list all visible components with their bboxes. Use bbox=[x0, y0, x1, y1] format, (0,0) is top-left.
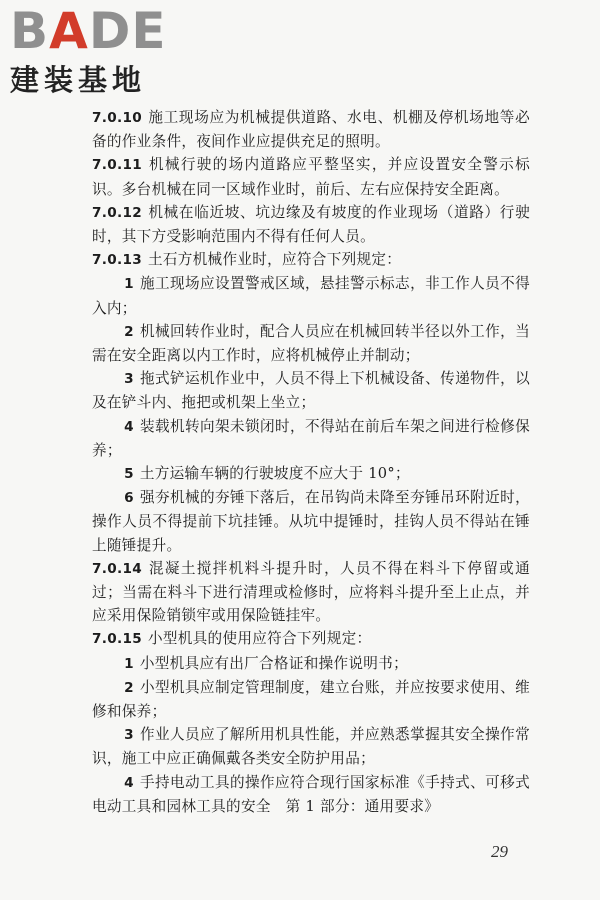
item-number: 3 bbox=[124, 371, 134, 388]
item-number: 3 bbox=[124, 727, 134, 744]
item-text: 作业人员应了解所用机具性能，并应熟悉掌握其安全操作常识，施工中应正确佩戴各类安全防护用品； bbox=[92, 726, 530, 768]
bade-logo bbox=[10, 2, 180, 102]
logo-subtitle: 建装基地 bbox=[10, 63, 147, 97]
item-text: 施工现场应设置警戒区域，悬挂警示标志，非工作人员不得入内； bbox=[92, 275, 530, 317]
clause-7-0-10 bbox=[92, 106, 530, 153]
clause-number: 7.0.10 bbox=[92, 110, 142, 126]
document-body bbox=[92, 106, 530, 818]
item-text: 装载机转向架未锁闭时，不得站在前后车架之间进行检修保养； bbox=[92, 417, 530, 459]
item-number: 1 bbox=[124, 276, 134, 293]
clause-text: 机械在临近坡、坑边缘及有坡度的作业现场（道路）行驶时，其下方受影响范围内不得有任何人员。 bbox=[92, 203, 530, 246]
clause-7-0-11 bbox=[92, 153, 530, 200]
clause-7-0-12 bbox=[92, 201, 530, 248]
item-text: 小型机具应有出厂合格证和操作说明书； bbox=[139, 654, 408, 672]
clause-7-0-13-item-4 bbox=[92, 415, 530, 462]
clause-text: 施工现场应为机械提供道路、水电、机棚及停机场地等必备的作业条件，夜间作业应提供充足的照明。 bbox=[92, 109, 530, 151]
clause-text: 小型机具的使用应符合下列规定： bbox=[147, 630, 372, 648]
clause-number: 7.0.13 bbox=[92, 252, 142, 269]
item-number: 5 bbox=[124, 466, 134, 483]
clause-text: 机械行驶的场内道路应平整坚实，并应设置安全警示标识。多台机械在同一区域作业时，前后、左右应保持安全距离。 bbox=[92, 156, 530, 198]
clause-7-0-15 bbox=[92, 627, 530, 651]
item-number: 4 bbox=[124, 774, 134, 791]
clause-7-0-13-item-6 bbox=[92, 486, 530, 557]
item-number: 1 bbox=[124, 655, 134, 672]
clause-7-0-13-item-5 bbox=[92, 462, 530, 486]
logo-letter-b: B bbox=[10, 2, 50, 60]
clause-7-0-14 bbox=[92, 557, 530, 628]
logo-letter-a-accent: A bbox=[49, 2, 89, 60]
item-number: 2 bbox=[124, 323, 134, 340]
clause-text: 混凝土搅拌机料斗提升时，人员不得在料斗下停留或通过；当需在料斗下进行清理或检修时，应将料斗提升至上止点，并应采用保险销锁牢或用保险链挂牢。 bbox=[92, 559, 530, 625]
item-text: 强夯机械的夯锤下落后，在吊钩尚未降至夯锤吊环附近时，操作人员不得提前下坑挂锤。从坑中提锤时，挂钩人员不得站在锤上随锤提升。 bbox=[92, 489, 530, 554]
item-text: 土方运输车辆的行驶坡度不应大于 10°； bbox=[139, 465, 410, 483]
item-text: 拖式铲运机作业中，人员不得上下机械设备、传递物件，以及在铲斗内、拖把或机架上坐立； bbox=[92, 370, 530, 412]
item-text: 小型机具应制定管理制度，建立台账，并应按要求使用、维修和保养； bbox=[92, 678, 530, 721]
clause-7-0-15-item-4 bbox=[92, 771, 530, 818]
item-number: 2 bbox=[124, 679, 134, 696]
clause-7-0-13-item-1 bbox=[92, 272, 530, 319]
clause-7-0-15-item-2 bbox=[92, 676, 530, 723]
item-text: 手持电动工具的操作应符合现行国家标准《手持式、可移式电动工具和园林工具的安全 第 1 部分：通用要求》 bbox=[92, 773, 530, 815]
item-number: 6 bbox=[124, 490, 134, 507]
page-number: 29 bbox=[491, 842, 508, 861]
clause-number: 7.0.14 bbox=[92, 560, 142, 577]
clause-7-0-13-item-2 bbox=[92, 320, 530, 367]
clause-7-0-13 bbox=[92, 248, 530, 272]
clause-text: 土石方机械作业时，应符合下列规定： bbox=[147, 251, 402, 269]
clause-7-0-15-item-3 bbox=[92, 723, 530, 770]
item-number: 4 bbox=[124, 418, 134, 435]
clause-number: 7.0.15 bbox=[92, 631, 142, 648]
logo-wordmark bbox=[10, 2, 180, 60]
clause-7-0-15-item-1 bbox=[92, 652, 530, 676]
clause-number: 7.0.12 bbox=[92, 204, 142, 221]
item-text: 机械回转作业时，配合人员应在机械回转半径以外工作，当需在安全距离以内工作时，应将机械停止并制动； bbox=[92, 322, 530, 365]
clause-number: 7.0.11 bbox=[92, 157, 142, 174]
clause-7-0-13-item-3 bbox=[92, 367, 530, 414]
logo-letters-de: DE bbox=[88, 2, 167, 60]
